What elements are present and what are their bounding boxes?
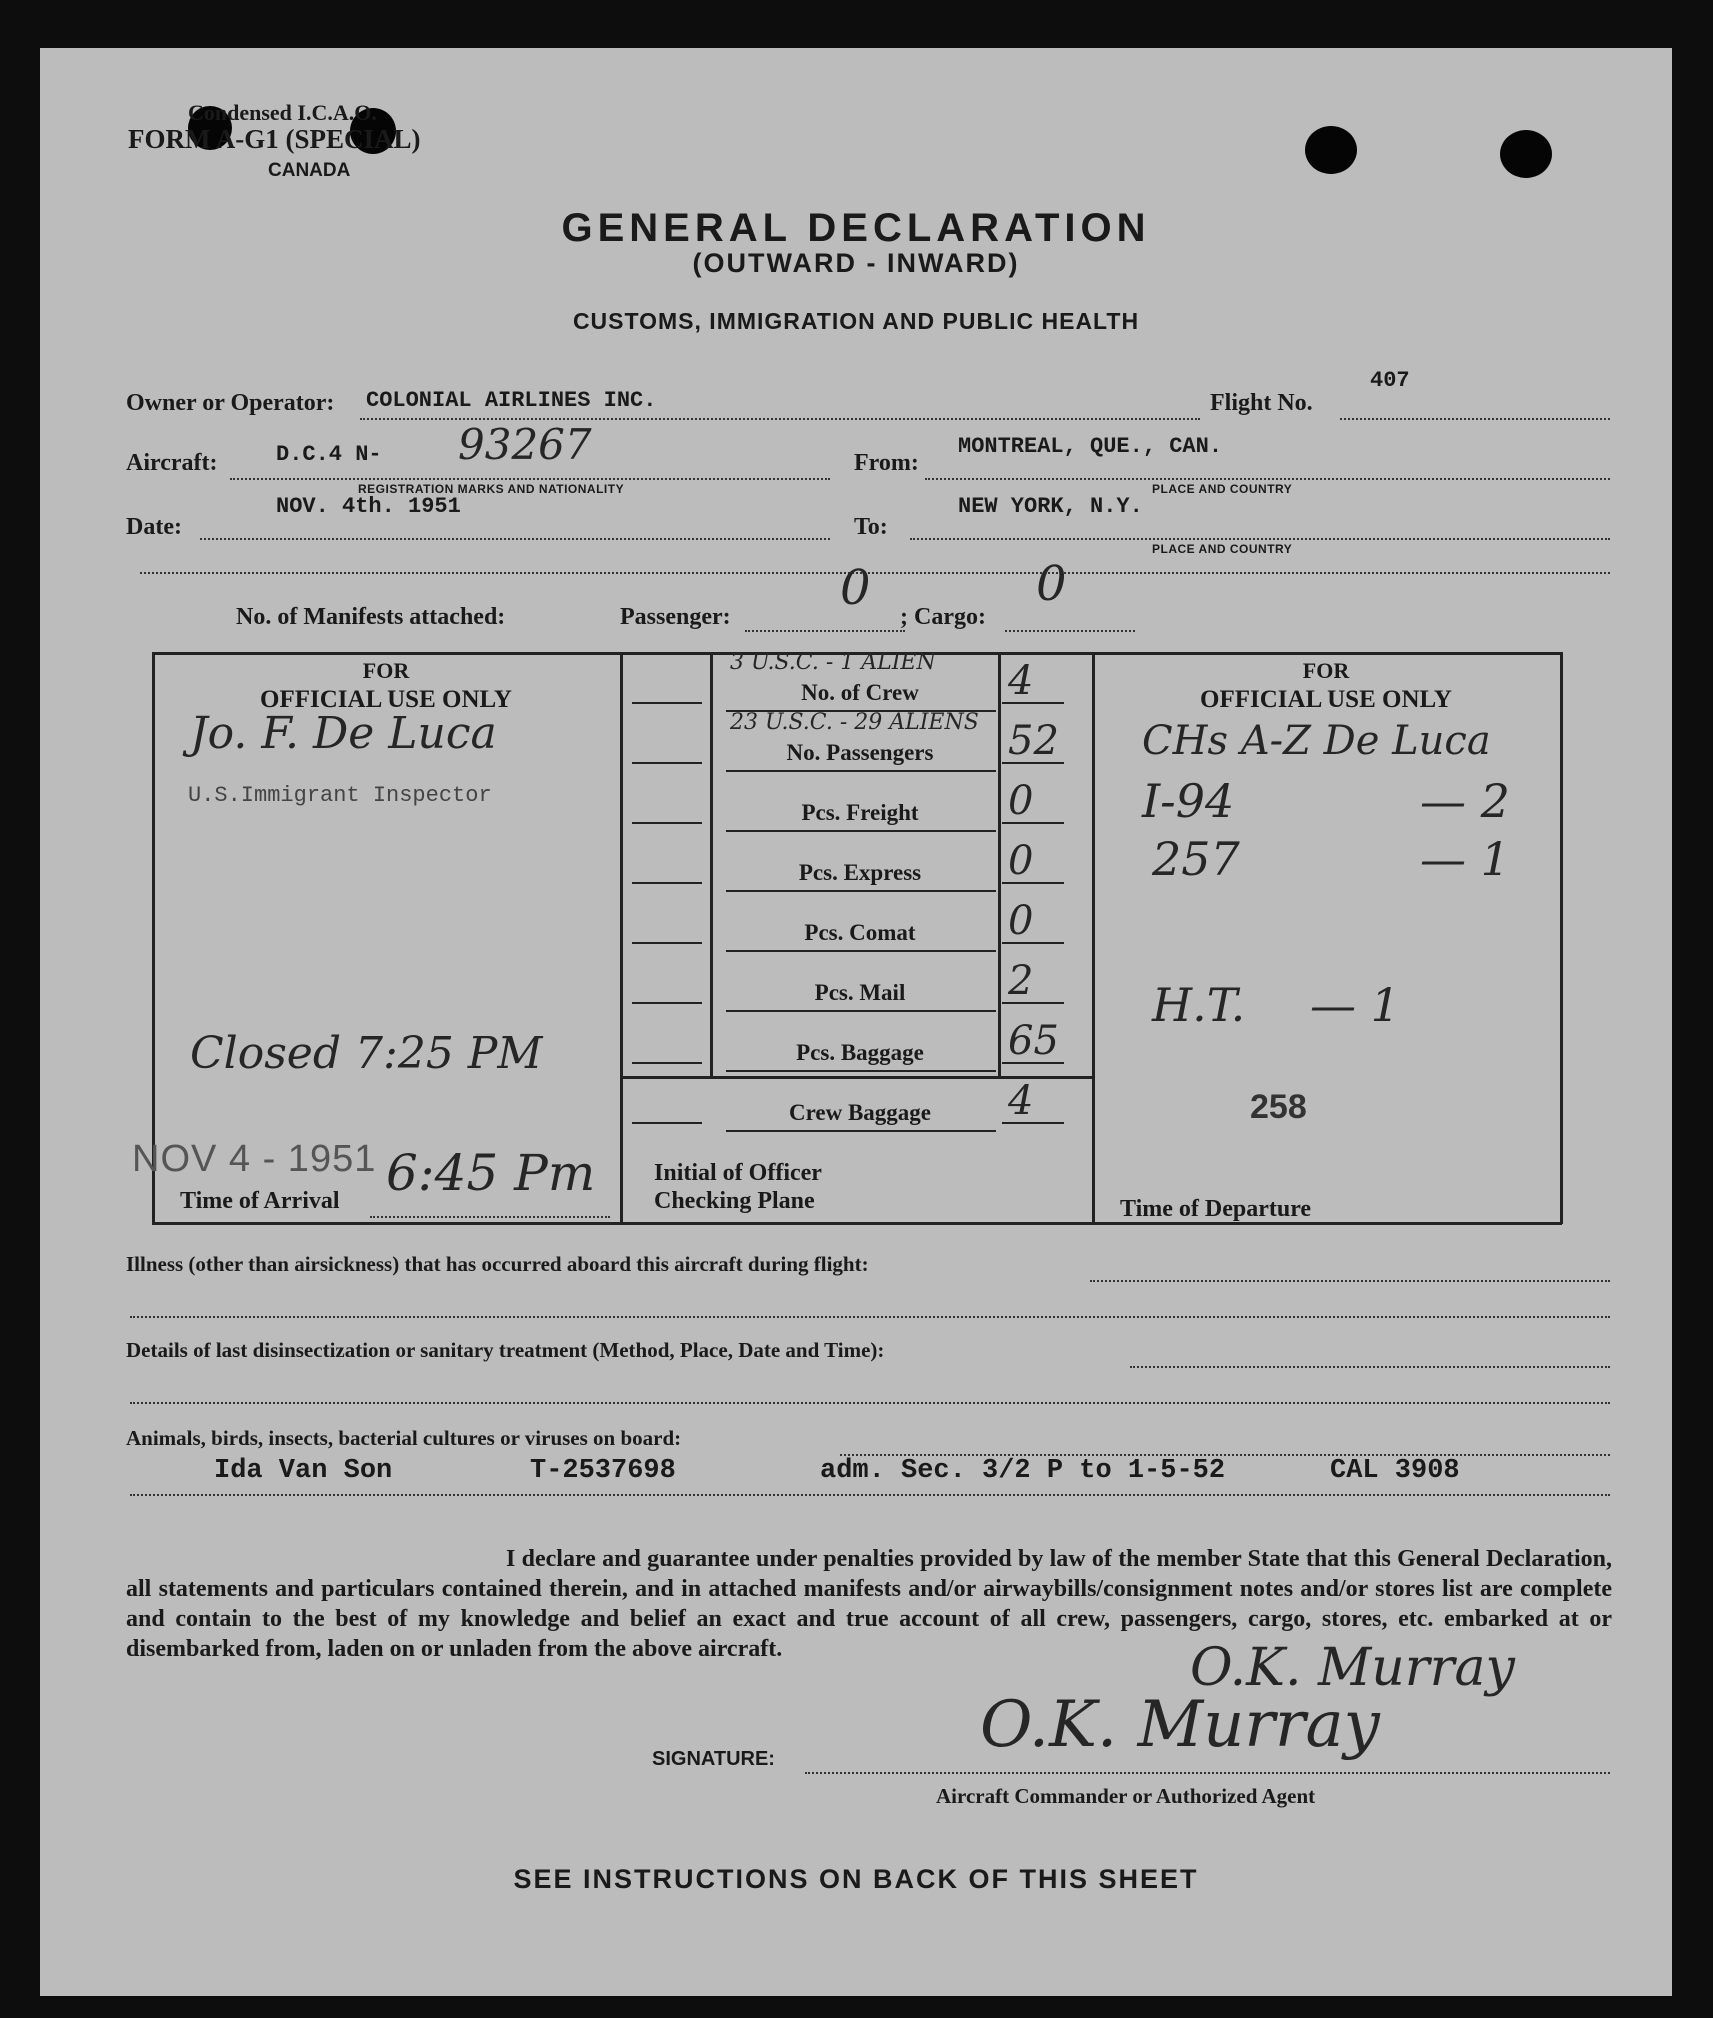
right-note-4-count: — 1 (1310, 978, 1400, 1032)
center-row-value: 4 (1008, 658, 1034, 704)
signature-caption: Aircraft Commander or Authorized Agent (936, 1784, 1316, 1808)
signature-handwritten: O.K. Murray (980, 1688, 1380, 1762)
center-row-value: 4 (1008, 1078, 1034, 1124)
from-label: From: (854, 450, 919, 476)
date-label: Date: (126, 514, 182, 540)
typed-entry-number: T-2537698 (530, 1456, 676, 1486)
right-note-1: CHs A-Z De Luca (1142, 718, 1491, 764)
declaration-text: I declare and guarantee under penalties provided by law of the member State that this General Declaration, all statements and particulars contained therein, and in attached manifests and/or airwaybills/consignment notes and/or stores list are complete and contain to the best of my knowledge and belief an exact and true account of all crew, passengers, cargo, stores, etc. embarked at or disembarked from, laden on or unladen from the above aircraft. (126, 1546, 1612, 1662)
illness-label: Illness (other than airsickness) that has occurred aboard this aircraft during flight: (126, 1252, 869, 1276)
right-note-2: I-94 (1142, 774, 1235, 828)
arrival-value: 6:45 Pm (386, 1144, 596, 1202)
center-row-value: 52 (1008, 718, 1059, 764)
center-row-label: No. Passengers (786, 740, 934, 765)
center-row-label: Pcs. Freight (801, 800, 919, 825)
inspector-signature: Jo. F. De Luca (190, 708, 497, 759)
punch-hole (1500, 130, 1552, 178)
typed-entry-name: Ida Van Son (214, 1456, 393, 1486)
aircraft-label: Aircraft: (126, 450, 218, 476)
footer-instructions: SEE INSTRUCTIONS ON BACK OF THIS SHEET (513, 1864, 1199, 1894)
center-row-label: Pcs. Comat (804, 920, 916, 945)
manifests-passenger-value: 0 (840, 560, 871, 616)
date-stamp: NOV 4 - 1951 (132, 1138, 377, 1180)
center-row-value: 65 (1008, 1018, 1059, 1064)
page-subtitle: (OUTWARD - INWARD) (692, 248, 1020, 278)
animals-label: Animals, birds, insects, bacterial cultures or viruses on board: (126, 1426, 682, 1450)
inspector-stamp: U.S.Immigrant Inspector (188, 783, 492, 808)
right-official-title-1: FOR (1302, 658, 1350, 683)
center-row-value: 2 (1008, 958, 1034, 1004)
manifests-cargo-label: ; Cargo: (900, 604, 986, 630)
from-value: MONTREAL, QUE., CAN. (958, 434, 1223, 459)
date-value: NOV. 4th. 1951 (276, 494, 461, 519)
owner-value: COLONIAL AIRLINES INC. (366, 388, 657, 413)
manifests-cargo-value: 0 (1036, 556, 1067, 612)
place-caption-from: PLACE AND COUNTRY (1152, 482, 1293, 496)
disinsect-label: Details of last disinsectization or sanitary treatment (Method, Place, Date and Time): (126, 1338, 885, 1362)
right-note-4: H.T. (1152, 978, 1246, 1032)
flight-value: 407 (1370, 368, 1410, 393)
manifests-passenger-label: Passenger: (620, 604, 731, 630)
right-note-2-count: — 2 (1420, 774, 1510, 828)
typed-entry-admission: adm. Sec. 3/2 P to 1-5-52 (820, 1456, 1226, 1486)
place-caption-to: PLACE AND COUNTRY (1152, 542, 1293, 556)
center-row-value: 0 (1008, 898, 1034, 944)
initial-label-2: Checking Plane (654, 1188, 815, 1214)
closed-note: Closed 7:25 PM (190, 1028, 543, 1079)
manifests-label: No. of Manifests attached: (236, 604, 506, 630)
center-row-label: Crew Baggage (788, 1100, 932, 1125)
registration-caption: REGISTRATION MARKS AND NATIONALITY (358, 482, 625, 496)
departure-label: Time of Departure (1120, 1196, 1312, 1222)
punch-hole (1305, 126, 1357, 174)
form-header-line2: FORM A-G1 (SPECIAL) (128, 124, 421, 154)
left-official-title-1: FOR (362, 658, 410, 683)
flight-label: Flight No. (1210, 390, 1313, 416)
right-stamp: 258 (1250, 1088, 1307, 1126)
right-note-3: 257 (1152, 832, 1240, 886)
center-row-note: 3 U.S.C. - 1 ALIEN (730, 650, 936, 675)
form-header-line1: Condensed I.C.A.O. (188, 100, 377, 125)
center-row-label: No. of Crew (801, 680, 919, 705)
center-row-label: Pcs. Mail (814, 980, 906, 1005)
signature-stamp: O.K. Murray (1190, 1638, 1515, 1698)
to-value: NEW YORK, N.Y. (958, 494, 1143, 519)
aircraft-value: D.C.4 N- (276, 442, 382, 467)
aircraft-handwritten: 93267 (458, 420, 592, 469)
center-row-label: Pcs. Baggage (796, 1040, 924, 1065)
to-label: To: (854, 514, 888, 540)
owner-label: Owner or Operator: (126, 390, 335, 416)
center-row-value: 0 (1008, 778, 1034, 824)
center-row-label: Pcs. Express (798, 860, 922, 885)
arrival-label: Time of Arrival (180, 1188, 340, 1214)
center-row-note: 23 U.S.C. - 29 ALIENS (730, 710, 979, 735)
center-row-value: 0 (1008, 838, 1034, 884)
declaration-sheet (40, 48, 1672, 1996)
left-official-title-2: OFFICIAL USE ONLY (260, 686, 512, 713)
signature-label: SIGNATURE: (652, 1748, 775, 1770)
right-official-title-2: OFFICIAL USE ONLY (1200, 686, 1452, 713)
page-title: GENERAL DECLARATION (561, 206, 1151, 250)
form-header-line3: CANADA (268, 160, 351, 181)
initial-label-1: Initial of Officer (654, 1160, 822, 1186)
section-title: CUSTOMS, IMMIGRATION AND PUBLIC HEALTH (572, 308, 1140, 334)
right-note-3-count: — 1 (1420, 832, 1510, 886)
typed-entry-code: CAL 3908 (1330, 1456, 1460, 1486)
